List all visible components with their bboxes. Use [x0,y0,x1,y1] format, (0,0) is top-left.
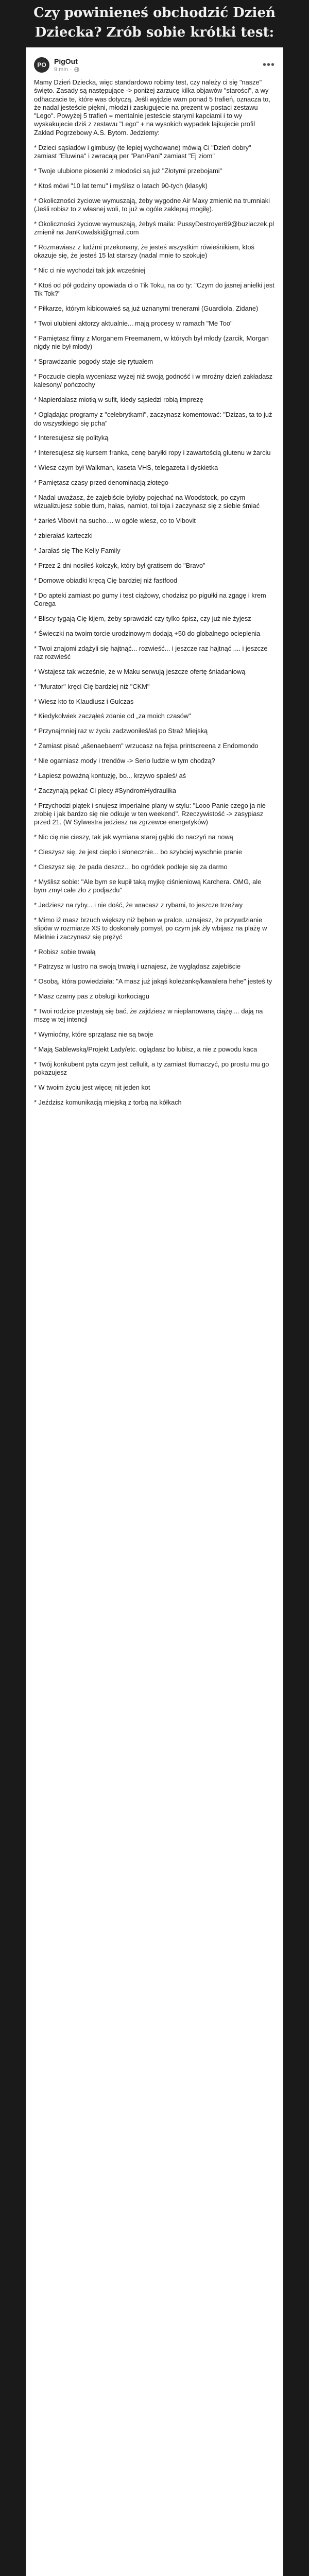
list-item: * Wymioćny, które sprzątasz nie są twoje [34,1030,153,1039]
list-item: * Oglądając programy z "celebrytkami", zaczynasz komentować: "Dzizas, ta to już do wszystkiego się pcha" [34,411,272,427]
list-item: * zbierałaś karteczki [34,532,93,540]
list-item: * Bliscy tygają Cię kijem, żeby sprawdzić czy tylko śpisz, czy już nie żyjesz [34,614,251,622]
list-item: * Masz czarny pas z obsługi korkociągu [34,992,150,1001]
list-item: * Świeczki na twoim torcie urodzinowym dodają +50 do globalnego ocieplenia [34,629,261,637]
list-item: * Poczucie ciepła wyceniasz wyżej niż swoją godność i w mroźny dzień zakładasz kalesony/ pończochy [34,372,273,389]
avatar[interactable]: PO [34,57,49,73]
list-item: * Nie ogarniasz mody i trendów -> Serio ludzie w tym chodzą? [34,757,215,765]
list-item: * Napierdalasz miotłą w sufit, kiedy sąsiedzi robią imprezę [34,396,203,404]
list-item: * Cieszysz się, że pada deszcz... bo ogródek podleje się za darmo [34,863,228,871]
list-item: * "Murator" kręci Cię bardziej niż "CKM" [34,682,150,690]
list-item: * Zamiast pisać „ašenaebaem" wrzucasz na fejsa printscreena z Endomondo [34,742,259,750]
post-header [34,54,275,76]
list-item: * Mimo iż masz brzuch większy niż bęben w pralce, uznajesz, że przywdzianie slipów w rozmiarze XS to doskonały pomysł, po czym jak żły wbijasz na plażę w Mielnie i zaczynasz się prężyć [34,916,267,941]
list-item: * Do apteki zamiast po gumy i test ciążowy, chodzisz po pigułki na zgagę i krem Coregа [34,591,266,607]
list-item: * Łapiesz poważną kontuzję, bo... krzywo spałeś/ aś [34,772,186,779]
list-item: * Nic ci nie wychodzi tak jak wcześniej [34,266,146,275]
globe-icon [74,67,79,72]
list-item: * Zaczynają pękać Ci plecy #SyndromHydraulika [34,786,176,794]
list-item: * Sprawdzanie pogody staje się rytuałem [34,358,153,366]
list-item: * żarłeś Vibovit na sucho.... w ogóle wiesz, co to Vibovit [34,517,196,525]
list-item: * Myślisz sobie: "Ale bym se kupił taką myjkę ciśnieniową Karchera. OMG, ale bym zmył całe zło z podjazdu" [34,877,262,894]
list-item: * Osobą, która powiedziała: "A masz już jakąś koleżankę/kawalera hehe" jesteś ty [34,977,272,986]
post-items [34,144,275,1107]
list-item: * Okoliczności życiowe wymuszają, żebyś maila: PussyDestroyer69@buziaczek.pl zmienił na JanKowalski@gmail.com [34,219,274,236]
page-title: Czy powinieneś obchodzić Dzień Dziecka? Zrób sobie krótki test: [33,5,276,40]
list-item: * Robisz sobie trwałą [34,947,96,956]
post-time[interactable]: 9 min [54,66,68,73]
list-item: * Rozmawiasz z ludźmi przekonany, że jesteś wszystkim rówieśnikiem, ktoś okazuje się, że jesteś 15 lat starszy (nadal mnie to szokuje) [34,243,254,260]
list-item: * Przynajmniej raz w życiu zadzwoniłeś/aś po Straż Miejską [34,727,208,735]
dot-separator: · [70,66,72,73]
list-item: * Twój konkubent pyta czym jest cellulit, a ty zamiast tłumaczyć, po prostu mu go pokazujesz [34,1060,269,1077]
list-item: * Twoi znajomi zdążyli się hajtnąć... rozwieść... i jeszcze raz hajtnąć .... i jeszcze raz rozwieść [34,644,268,660]
post-card [26,47,283,2576]
list-item: * Piłkarze, którym kibicowałeś są już uznanymi trenerami (Guardiola, Zidane) [34,304,259,313]
list-item: * Twoi rodzice przestają się bać, że zajdziesz w nieplanowaną ciążę.... dają na mszę w tej intencji [34,1007,263,1024]
more-icon[interactable]: ••• [262,59,275,71]
list-item: * Jeździsz komunikacją miejską z torbą na kółkach [34,1098,182,1107]
list-item: * Nic cię nie cieszy, tak jak wymiana starej gąbki do naczyń na nową [34,833,233,841]
list-item: * Mają Sablewską/Projekt Lady/etc. oglądasz bo lubisz, a nie z powodu kaca [34,1045,258,1054]
post-meta [54,57,263,73]
list-item: * Twoi ulubieni aktorzy aktualnie... mają procesy w ramach "Me Too" [34,319,233,328]
post-body [34,78,275,1107]
list-item: * Pamiętasz czasy przed denominacją złotego [34,479,169,487]
list-item: * Przychodzi piątek i snujesz imperialne plany w stylu: "Looo Panie czego ja nie zrobię i jak bardzo się nie odkuje w ten weekend". Rzeczywistość -> zasypiasz przed 21. (W Sylwestra jedziesz na zgrzewce energetyków) [34,801,266,826]
author-name[interactable]: PigOut [54,57,78,65]
list-item: * Dzieci sąsiadów i gimbusy (te lepiej wychowane) mówią Ci "Dzień dobry" zamiast "Eluwina" i zwracają per "Pan/Pani" zamiast "Ej ziom" [34,143,251,160]
list-item: * Ktoś od pół godziny opowiada ci o Tik Toku, na co ty: "Czym do jasnej anielki jest Tik Tok?" [34,281,274,298]
list-item: * Jarałaś się The Kelly Family [34,546,121,554]
list-item: * Wiesz czym był Walkman, kaseta VHS, telegazeta i dyskietka [34,464,218,472]
list-item: * W twoim życiu jest więcej nit jeden kot [34,1083,150,1092]
list-item: * Interesujesz się kursem franka, cenę baryłki ropy i zawartością glutenu w żarciu [34,449,271,457]
list-item: * Patrzysz w lustro na swoją trwałą i uznajesz, że wyglądasz zajebiście [34,962,241,971]
list-item: * Okoliczności życiowe wymuszają, żeby wygodne Air Maxy zmienić na trumniaki (Jeśli robisz to z własnej woli, to już w ogóle zaklepuj mogiłę). [34,196,270,213]
list-item: * Nadal uważasz, że zajebiście byłoby pojechać na Woodstock, po czym wizualizujesz sobie tłum, hałas, namiot, toi toja i zaczynasz się z siebie śmiać [34,493,260,510]
post-intro: Mamy Dzień Dziecka, więc standardowo robimy test, czy należy ci się "nasze" święto. Zasady są następujące -> poniżej zarzucę kilka objawów "starości", a wy odhaczacie te, które was dotyczą. Jeśli wyjdzie wam ponad 5 trafień, oznacza to, że nadal jesteście piękni, młodzi i zasługujecie na prezent w postaci zestawu "Lego". Powyżej 5 trafień = mentalnie jesteście starymi kapciami i to wy wyskakujecie dziś z zestawu "Lego" + na wysokich wypadek lajkujecie profil Zakład Pogrzebowy A.S. Bytom. Jedziemy: [34,78,270,137]
list-item: * Domowe obiadki kręcą Cię bardziej niż fastfood [34,576,178,584]
list-item: * Interesujesz się polityką [34,434,109,442]
list-item: * Ktoś mówi "10 lat temu" i myślisz o latach 90-tych (klasyk) [34,181,208,190]
list-item: * Przez 2 dni nosiłeś kołczyk, który był gratisem do "Bravo" [34,561,205,569]
list-item: * Jedziesz na ryby... i nie dość, że wracasz z rybami, to jeszcze trzeźwy [34,901,243,909]
list-item: * Wstajesz tak wcześnie, że w Maku serwują jeszcze ofertę śniadaniową [34,667,246,675]
post-subline [54,66,263,73]
list-item: * Wiesz kto to Klaudiusz i Gulczas [34,697,134,705]
list-item: * Pamiętasz filmy z Morganem Freemanem, w których był młody (zarcik, Morgan nigdy nie był młody) [34,334,269,351]
list-item: * Kiedykolwiek zacząłeś zdanie od „za moich czasów" [34,712,191,720]
list-item: * Twoje ulubione piosenki z młodości są już "Złotymi przebojami" [34,166,222,175]
list-item: * Cieszysz się, że jest ciepło i słonecznie... bo szybciej wyschnie pranie [34,848,242,856]
